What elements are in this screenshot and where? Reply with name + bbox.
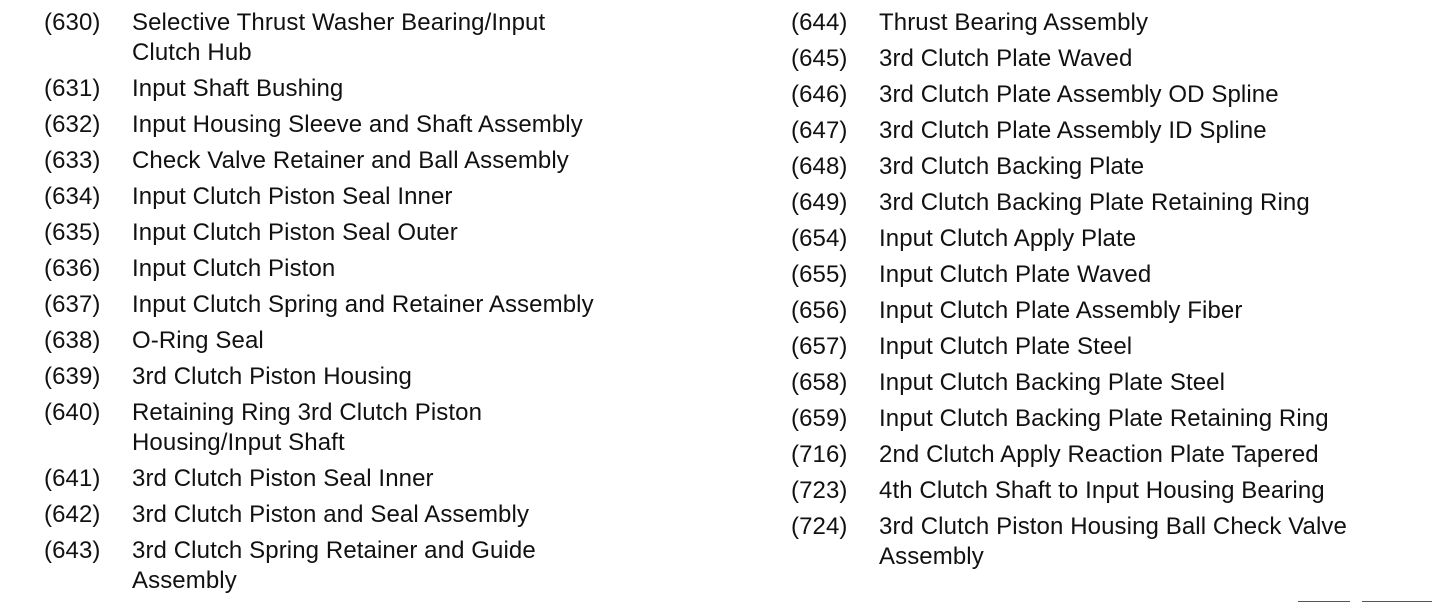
part-description: 3rd Clutch Piston Seal Inner bbox=[132, 465, 434, 492]
part-description: Input Clutch Piston Seal Inner bbox=[132, 183, 453, 210]
parts-list-right-column bbox=[791, 8, 1441, 578]
part-entry bbox=[791, 80, 1441, 110]
part-description: Input Clutch Apply Plate bbox=[879, 225, 1137, 252]
part-number: (634) bbox=[44, 183, 101, 210]
scan-artifact-line bbox=[1298, 601, 1350, 602]
part-description: 3rd Clutch Plate Assembly ID Spline bbox=[879, 117, 1267, 144]
part-description: Selective Thrust Washer Bearing/Input Clutch Hub bbox=[132, 9, 546, 66]
part-number: (656) bbox=[791, 297, 848, 324]
part-entry bbox=[44, 362, 744, 392]
part-entry bbox=[44, 8, 744, 68]
part-entry bbox=[44, 500, 744, 530]
part-description: Input Clutch Plate Waved bbox=[879, 261, 1152, 288]
part-number: (636) bbox=[44, 255, 101, 282]
part-number: (716) bbox=[791, 441, 848, 468]
part-description: Input Housing Sleeve and Shaft Assembly bbox=[132, 111, 583, 138]
part-number: (642) bbox=[44, 501, 101, 528]
part-number: (630) bbox=[44, 9, 101, 36]
part-number: (655) bbox=[791, 261, 848, 288]
part-number: (638) bbox=[44, 327, 101, 354]
part-description: Input Clutch Backing Plate Retaining Ring bbox=[879, 405, 1329, 432]
part-entry bbox=[44, 146, 744, 176]
part-description: Input Clutch Plate Steel bbox=[879, 333, 1133, 360]
part-number: (640) bbox=[44, 399, 101, 426]
part-entry bbox=[791, 224, 1441, 254]
part-description: 2nd Clutch Apply Reaction Plate Tapered bbox=[879, 441, 1319, 468]
part-entry bbox=[791, 368, 1441, 398]
part-number: (635) bbox=[44, 219, 101, 246]
part-description: 3rd Clutch Backing Plate Retaining Ring bbox=[879, 189, 1310, 216]
part-number: (632) bbox=[44, 111, 101, 138]
parts-list-left-column bbox=[44, 8, 744, 602]
part-entry bbox=[791, 296, 1441, 326]
part-description: 3rd Clutch Plate Waved bbox=[879, 45, 1133, 72]
part-number: (649) bbox=[791, 189, 848, 216]
part-number: (637) bbox=[44, 291, 101, 318]
part-number: (659) bbox=[791, 405, 848, 432]
part-entry bbox=[44, 182, 744, 212]
part-entry bbox=[791, 512, 1441, 572]
part-number: (723) bbox=[791, 477, 848, 504]
part-description: Input Clutch Backing Plate Steel bbox=[879, 369, 1226, 396]
part-number: (639) bbox=[44, 363, 101, 390]
part-description: 3rd Clutch Piston Housing Ball Check Valve Assembly bbox=[879, 513, 1347, 570]
part-number: (645) bbox=[791, 45, 848, 72]
part-entry bbox=[791, 404, 1441, 434]
part-description: Thrust Bearing Assembly bbox=[879, 9, 1149, 36]
part-number: (724) bbox=[791, 513, 848, 540]
part-entry bbox=[791, 152, 1441, 182]
part-entry bbox=[791, 116, 1441, 146]
part-entry bbox=[44, 326, 744, 356]
part-description: 4th Clutch Shaft to Input Housing Bearing bbox=[879, 477, 1325, 504]
part-entry bbox=[791, 44, 1441, 74]
part-entry bbox=[44, 398, 744, 458]
part-description: Check Valve Retainer and Ball Assembly bbox=[132, 147, 569, 174]
part-number: (644) bbox=[791, 9, 848, 36]
part-entry bbox=[791, 188, 1441, 218]
part-entry bbox=[44, 74, 744, 104]
part-entry bbox=[44, 218, 744, 248]
part-description: Input Clutch Piston Seal Outer bbox=[132, 219, 458, 246]
part-number: (633) bbox=[44, 147, 101, 174]
part-number: (648) bbox=[791, 153, 848, 180]
part-description: Input Clutch Spring and Retainer Assembly bbox=[132, 291, 594, 318]
scan-artifact-line bbox=[1362, 601, 1432, 602]
part-number: (631) bbox=[44, 75, 101, 102]
part-number: (647) bbox=[791, 117, 848, 144]
part-entry bbox=[791, 332, 1441, 362]
part-description: 3rd Clutch Backing Plate bbox=[879, 153, 1145, 180]
part-description: O-Ring Seal bbox=[132, 327, 264, 354]
part-number: (658) bbox=[791, 369, 848, 396]
part-number: (646) bbox=[791, 81, 848, 108]
part-number: (654) bbox=[791, 225, 848, 252]
part-description: 3rd Clutch Plate Assembly OD Spline bbox=[879, 81, 1279, 108]
part-number: (641) bbox=[44, 465, 101, 492]
part-entry bbox=[791, 260, 1441, 290]
part-entry bbox=[791, 8, 1441, 38]
part-entry bbox=[44, 110, 744, 140]
part-entry bbox=[44, 536, 744, 596]
part-description: 3rd Clutch Spring Retainer and Guide Assembly bbox=[132, 537, 536, 594]
part-number: (657) bbox=[791, 333, 848, 360]
part-entry bbox=[44, 290, 744, 320]
part-description: 3rd Clutch Piston Housing bbox=[132, 363, 412, 390]
part-entry bbox=[791, 476, 1441, 506]
part-description: Retaining Ring 3rd Clutch Piston Housing/Input Shaft bbox=[132, 399, 483, 456]
part-description: 3rd Clutch Piston and Seal Assembly bbox=[132, 501, 530, 528]
part-description: Input Shaft Bushing bbox=[132, 75, 344, 102]
part-number: (643) bbox=[44, 537, 101, 564]
part-entry bbox=[791, 440, 1441, 470]
part-description: Input Clutch Plate Assembly Fiber bbox=[879, 297, 1243, 324]
part-entry bbox=[44, 464, 744, 494]
part-entry bbox=[44, 254, 744, 284]
part-description: Input Clutch Piston bbox=[132, 255, 336, 282]
